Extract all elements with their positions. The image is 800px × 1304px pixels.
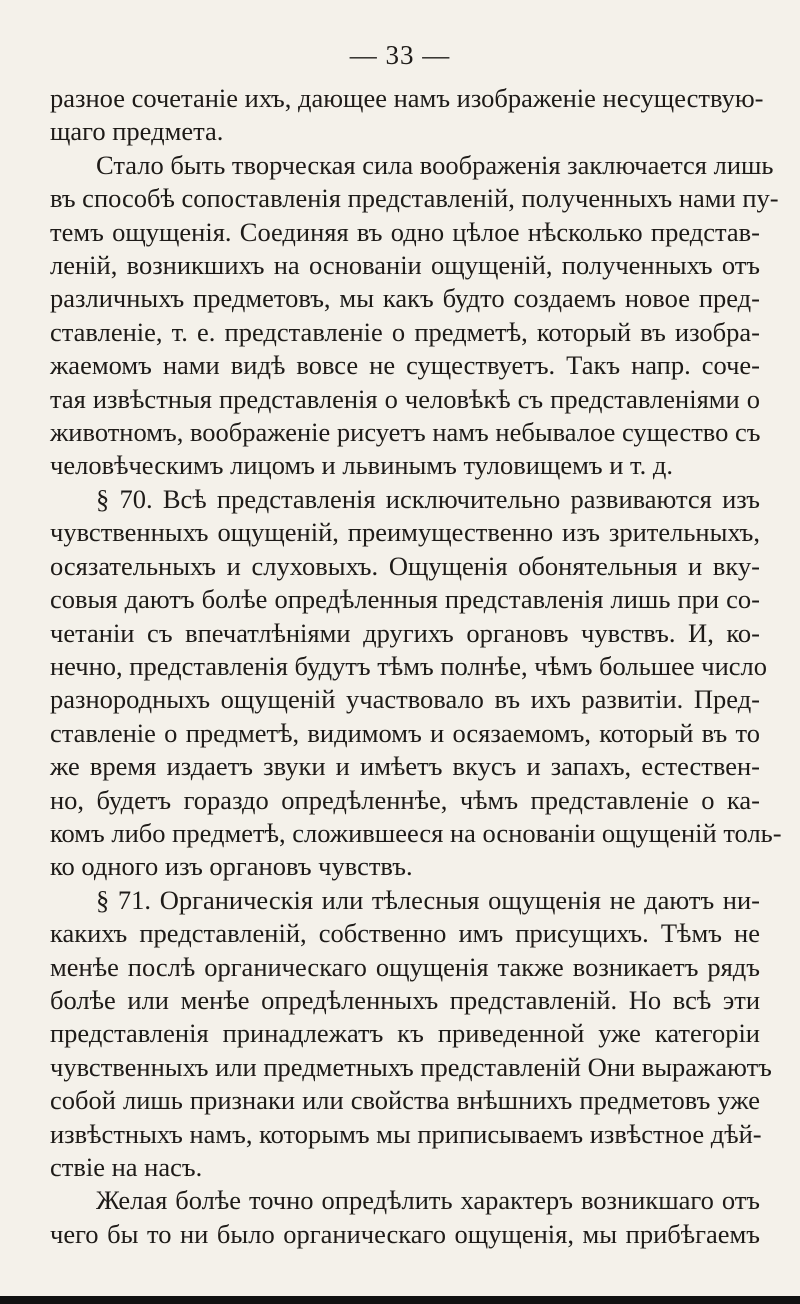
text-line: ствіе на насъ.	[50, 1152, 203, 1182]
text-line: животномъ, воображеніе рисуетъ намъ небывалое существо съ	[50, 417, 761, 448]
text-line: чего бы то ни было органическаго ощущенія, мы прибѣгаемъ	[50, 1218, 760, 1249]
text-line: человѣческимъ лицомъ и львинымъ туловищемъ и т. д.	[50, 450, 673, 481]
text-line: чувственныхъ или предметныхъ представленій Они выражаютъ	[50, 1051, 772, 1082]
text-line: разнородныхъ ощущеній участвовало въ ихъ развитіи. Пред-	[50, 684, 760, 715]
text-line: леній, возникшихъ на основаніи ощущеній, полученныхъ отъ	[50, 250, 760, 281]
text-line: нечно, представленія будутъ тѣмъ полнѣе, чѣмъ большее число	[50, 650, 768, 681]
section-71-heading-line: § 71. Органическія или тѣлесныя ощущенія не даютъ ни-	[96, 884, 760, 915]
text-line: щаго предмета.	[50, 116, 224, 147]
text-line: же время издаетъ звуки и имѣетъ вкусъ и запахъ, естествен-	[50, 751, 760, 782]
section-70-heading-line: § 70. Всѣ представленія исключительно развиваются изъ	[96, 483, 760, 514]
text-line: въ способѣ сопоставленія представленій, полученныхъ нами пу-	[50, 183, 779, 214]
text-line: менѣе послѣ органическаго ощущенія также возникаетъ рядъ	[50, 951, 760, 982]
text-line: темъ ощущенія. Соединяя въ одно цѣлое нѣсколько представ-	[50, 216, 760, 247]
text-line: извѣстныхъ намъ, которымъ мы приписываемъ извѣстное дѣй-	[50, 1118, 762, 1149]
text-line: ставленіе о предметѣ, видимомъ и осязаемомъ, который въ то	[50, 717, 760, 748]
text-line: различныхъ предметовъ, мы какъ будто создаемъ новое пред-	[50, 283, 760, 314]
text-line: комъ либо предметѣ, сложившееся на основаніи ощущеній толь-	[50, 817, 782, 848]
text-line: но, будетъ гораздо опредѣленнѣе, чѣмъ представленіе о ка-	[50, 784, 760, 815]
text-line: тая извѣстныя представленія о человѣкѣ съ представленіями о	[50, 383, 760, 414]
page-bottom-edge	[0, 1296, 800, 1304]
text-line: разное сочетаніе ихъ, дающее намъ изображеніе несуществую-	[50, 83, 764, 113]
page-body	[50, 82, 782, 1251]
text-line: жаемомъ нами видѣ вовсе не существуетъ. Такъ напр. соче-	[50, 350, 760, 381]
text-line: совыя даютъ болѣе опредѣленныя представленія лишь при со-	[50, 584, 760, 615]
text-line: ко одного изъ органовъ чувствъ.	[50, 851, 413, 882]
text-line: четаніи съ впечатлѣніями другихъ органовъ чувствъ. И, ко-	[50, 617, 760, 648]
text-line: болѣе или менѣе опредѣленныхъ представленій. Но всѣ эти	[50, 984, 760, 1015]
text-line: собой лишь признаки или свойства внѣшнихъ предметовъ уже	[50, 1085, 760, 1116]
text-line: чувственныхъ ощущеній, преимущественно изъ зрительныхъ,	[50, 517, 760, 548]
text-line: какихъ представленій, собственно имъ присущихъ. Тѣмъ не	[50, 918, 760, 949]
page-number: — 33 —	[349, 40, 451, 70]
paragraph-start-line: Желая болѣе точно опредѣлить характеръ возникшаго отъ	[96, 1185, 760, 1216]
text-line: осязательныхъ и слуховыхъ. Ощущенія обонятельныя и вку-	[50, 550, 760, 581]
text-line: ставленіе, т. е. представленіе о предметѣ, который въ изобра-	[50, 316, 760, 347]
text-line: представленія принадлежатъ къ приведенной уже категоріи	[50, 1018, 760, 1049]
paragraph-start-line: Стало быть творческая сила воображенія заключается лишь	[96, 149, 774, 180]
